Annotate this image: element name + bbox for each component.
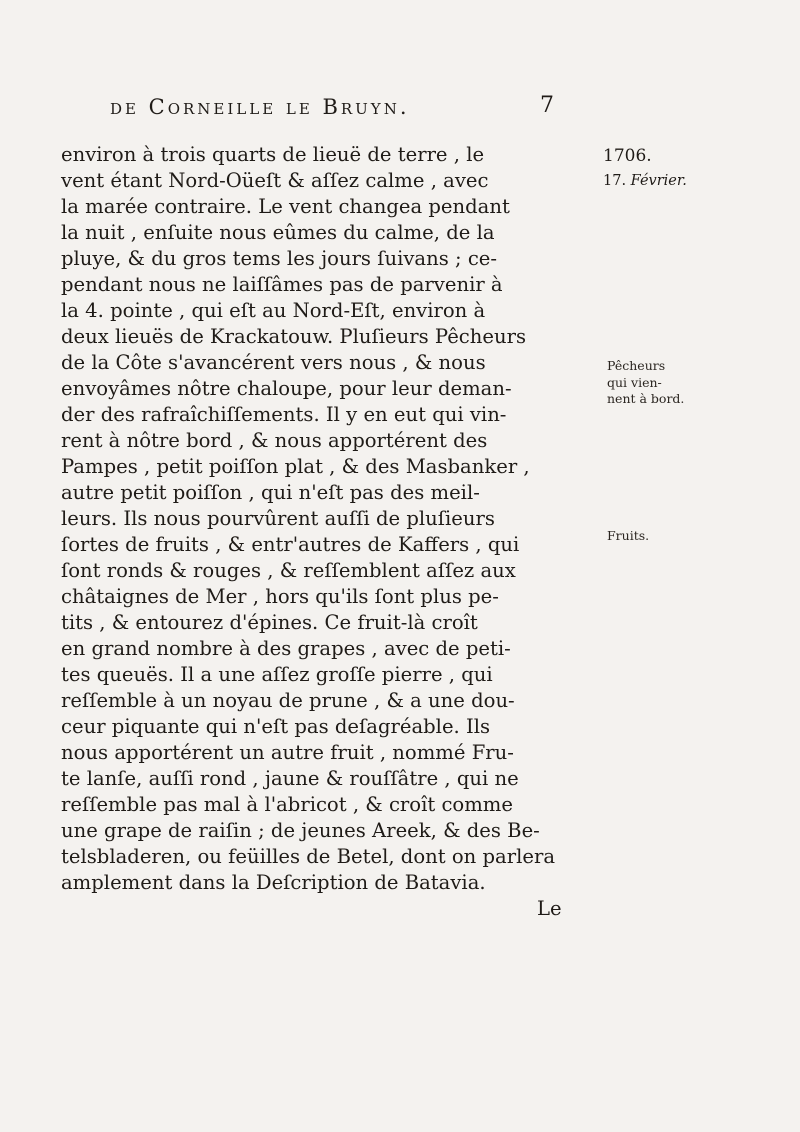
page-number: 7 [540,93,554,118]
margin-note-fishermen-3: nent à bord. [607,391,685,406]
margin-note-fishermen-2: qui vien- [607,375,662,390]
text-line: vent étant Nord-Oüeſt & aſſez calme , avec [61,169,489,192]
text-line: rent à nôtre bord , & nous apportérent des [61,429,488,452]
text-line: la nuit , enſuite nous eûmes du calme, de la [61,221,495,244]
text-line: autre petit poiſſon , qui n'eſt pas des meil- [61,481,480,504]
text-line: ceur piquante qui n'eſt pas deſagréable. Ils [61,715,491,738]
text-line: telsbladeren, ou feüilles de Betel, dont on parlera [61,845,556,868]
text-line: ſont ronds & rouges , & reſſemblent aſſez aux [61,559,516,582]
margin-note-fishermen-1: Pêcheurs [607,358,666,373]
text-line: envoyâmes nôtre chaloupe, pour leur deman- [61,377,512,400]
text-line: la 4. pointe , qui eſt au Nord-Eſt, environ à [61,299,486,322]
text-line: pluye, & du gros tems les jours ſuivans ; ce- [61,247,498,270]
catchword: Le [537,897,562,920]
margin-year: 1706. [603,146,652,166]
margin-date [603,173,687,189]
margin-note-fruits: Fruits. [607,528,650,543]
text-line: environ à trois quarts de lieuë de terre , le [61,143,485,166]
text-line: reſſemble à un noyau de prune , & a une dou- [61,689,515,712]
running-head [60,95,580,121]
text-line: leurs. Ils nous pourvûrent auſſi de pluſieurs [61,507,495,530]
margin-date-month: Février. [630,173,687,189]
text-line: ſortes de fruits , & entr'autres de Kaffers , qui [61,533,520,556]
margin-date-day: 17. [603,173,627,189]
text-line: une grape de raiſin ; de jeunes Areek, & des Be- [61,819,540,842]
text-line: der des rafraîchiſſements. Il y en eut qui vin- [61,403,507,426]
text-line: tes queuës. Il a une aſſez groſſe pierre , qui [61,663,493,686]
text-line: en grand nombre à des grapes , avec de peti- [61,637,511,660]
text-line: Pampes , petit poiſſon plat , & des Masbanker , [61,455,530,478]
text-line: de la Côte s'avancérent vers nous , & nous [61,351,486,374]
text-line: amplement dans la Deſcription de Batavia. [61,871,486,894]
text-line: la marée contraire. Le vent changea pendant [61,195,510,218]
text-line: châtaignes de Mer , hors qu'ils ſont plus pe- [61,585,499,608]
running-title: de Corneille le Bruyn. [110,95,410,119]
text-line: deux lieuës de Krackatouw. Pluſieurs Pêcheurs [61,325,527,348]
text-line: tits , & entourez d'épines. Ce fruit-là croît [61,611,478,634]
text-line: nous apportérent un autre fruit , nommé Fru- [61,741,514,764]
text-line: te lanſe, auſſi rond , jaune & rouſſâtre , qui ne [61,767,519,790]
text-line: pendant nous ne laiſſâmes pas de parvenir à [61,273,503,296]
text-line: reſſemble pas mal à l'abricot , & croît comme [61,793,513,816]
